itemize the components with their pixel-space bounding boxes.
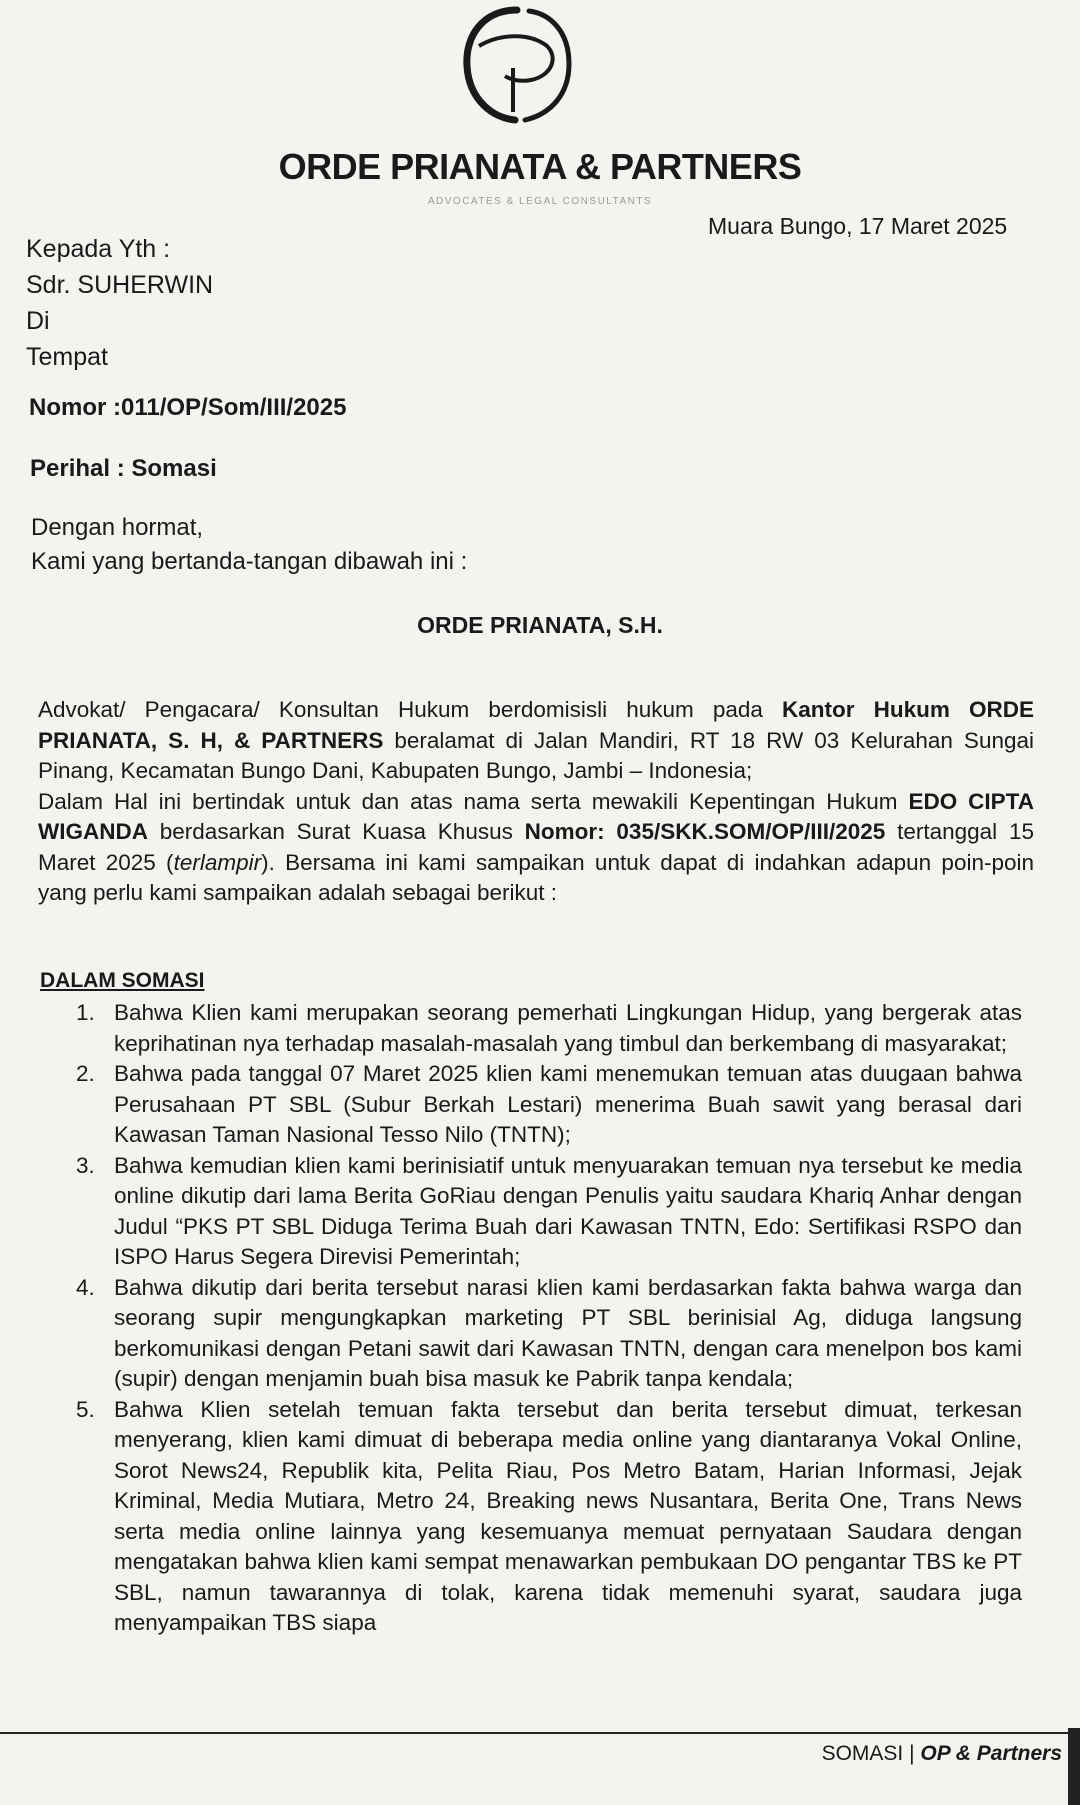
point-number: 1.: [76, 1000, 95, 1025]
signatory-name: ORDE PRIANATA, S.H.: [417, 612, 663, 638]
list-item: [40, 1273, 1022, 1395]
somasi-points: [40, 998, 1022, 1639]
point-text: Bahwa Klien setelah temuan fakta tersebut dan berita tersebut dimuat, terkesan menyerang, klien kami dimuat di beberapa media online yang diantaranya Vokal Online, Sorot News24, Republik kita, Pelita Riau, Pos Metro Batam, Harian Informasi, Jejak Kriminal, Media Mutiara, Metro 24, Breaking news Nusantara, Berita One, Trans News serta media online lainnya yang kesemuanya memuat pernyataan Saudara dengan mengatakan bahwa klien kami sempat menawarkan pembukaan DO pengantar TBS ke PT SBL, namun tawarannya di tolak, karena tidak memenuhi syarat, saudara juga menyampaikan TBS siapa: [114, 1396, 1022, 1635]
intro-text: beralamat di Jalan Mandiri, RT 18 RW 03 Kelurahan Sungai Pinang, Kecamatan Bungo Dani, Kabupaten Bungo, Jambi – Indonesia;: [38, 727, 1034, 783]
page-footer: [822, 1742, 1062, 1766]
greeting-block: [31, 511, 467, 579]
point-number: 2.: [76, 1061, 95, 1086]
point-text: Bahwa pada tanggal 07 Maret 2025 klien kami menemukan temuan atas duugaan bahwa Perusahaan PT SBL (Subur Berkah Lestari) menerima Buah sawit yang berasal dari Kawasan Taman Nasional Tesso Nilo (TNTN);: [114, 1061, 1022, 1147]
footer-label: SOMASI |: [821, 1742, 921, 1765]
firm-name: ORDE PRIANATA & PARTNERS: [278, 146, 802, 187]
list-item: [40, 1059, 1022, 1151]
addressee-line: Kepada Yth :: [26, 235, 171, 263]
intro-paragraph: [38, 695, 1034, 909]
firm-logo: [455, 2, 580, 130]
addressee-line: Tempat: [26, 343, 108, 371]
intro-text: Dalam Hal ini bertindak untuk dan atas nama serta mewakili Kepentingan Hukum: [38, 788, 909, 814]
power-of-attorney-number: Nomor: 035/SKK.SOM/OP/III/2025: [524, 819, 886, 844]
greeting-line: Kami yang bertanda-tangan dibawah ini :: [31, 548, 468, 575]
point-text: Bahwa dikutip dari berita tersebut narasi klien kami berdasarkan fakta bahwa warga dan seorang supir mengungkapkan marketing PT SBL berinisial Ag, diduga langsung berkomunikasi dengan Petani sawit dari Kawasan TNTN, dengan cara menelpon bos kami (supir) dengan menjamin buah bisa masuk ke Pabrik tanpa kendala;: [114, 1274, 1022, 1391]
footer-divider: [0, 1732, 1070, 1734]
intro-text: tertanggal 15 Maret 2025 (: [38, 819, 1034, 875]
intro-text: Advokat/ Pengacara/ Konsultan Hukum berdomisisli hukum pada: [38, 697, 783, 722]
law-office-name: Kantor Hukum ORDE PRIANATA, S. H, & PARTNERS: [38, 697, 1035, 753]
addressee-name: Sdr. SUHERWIN: [26, 271, 214, 299]
firm-tagline: ADVOCATES & LEGAL CONSULTANTS: [427, 196, 653, 207]
point-text: Bahwa Klien kami merupakan seorang pemerhati Lingkungan Hidup, yang bergerak atas keprihatinan nya terhadap masalah-masalah yang timbul dan berkembang di masyarakat;: [114, 1000, 1022, 1056]
list-item: [40, 998, 1022, 1059]
point-number: 3.: [76, 1152, 95, 1178]
addressee-line: Di: [26, 307, 50, 335]
point-number: 4.: [76, 1274, 95, 1300]
attachment-note: terlampir: [173, 849, 262, 875]
intro-text: berdasarkan Surat Kuasa Khusus: [147, 819, 525, 844]
list-item: [40, 1395, 1022, 1639]
list-item: [40, 1151, 1022, 1273]
intro-text: ). Bersama ini kami sampaikan untuk dapat di indahkan adapun poin-poin yang perlu kami sampaikan adalah sebagai berikut :: [38, 849, 1035, 905]
letter-subject: Perihal : Somasi: [30, 455, 217, 482]
client-name: EDO CIPTA WIGANDA: [38, 788, 1034, 844]
addressee-block: [26, 231, 213, 375]
section-heading: DALAM SOMASI: [40, 969, 205, 992]
point-text: Bahwa kemudian klien kami berinisiatif untuk menyuarakan temuan nya tersebut ke media online dikutip dari lama Berita GoRiau dengan Penulis yaitu saudara Khariq Anhar dengan Judul “PKS PT SBL Diduga Terima Buah dari Kawasan TNTN, Edo: Sertifikasi RSPO dan ISPO Harus Segera Direvisi Pemerintah;: [114, 1152, 1022, 1269]
greeting-line: Dengan hormat,: [31, 514, 204, 541]
footer-firm: OP & Partners: [920, 1742, 1062, 1765]
footer-bar: [1068, 1728, 1080, 1805]
letter-date: Muara Bungo, 17 Maret 2025: [708, 213, 1008, 239]
point-number: 5.: [76, 1396, 95, 1422]
letter-number: Nomor :011/OP/Som/III/2025: [29, 394, 347, 421]
